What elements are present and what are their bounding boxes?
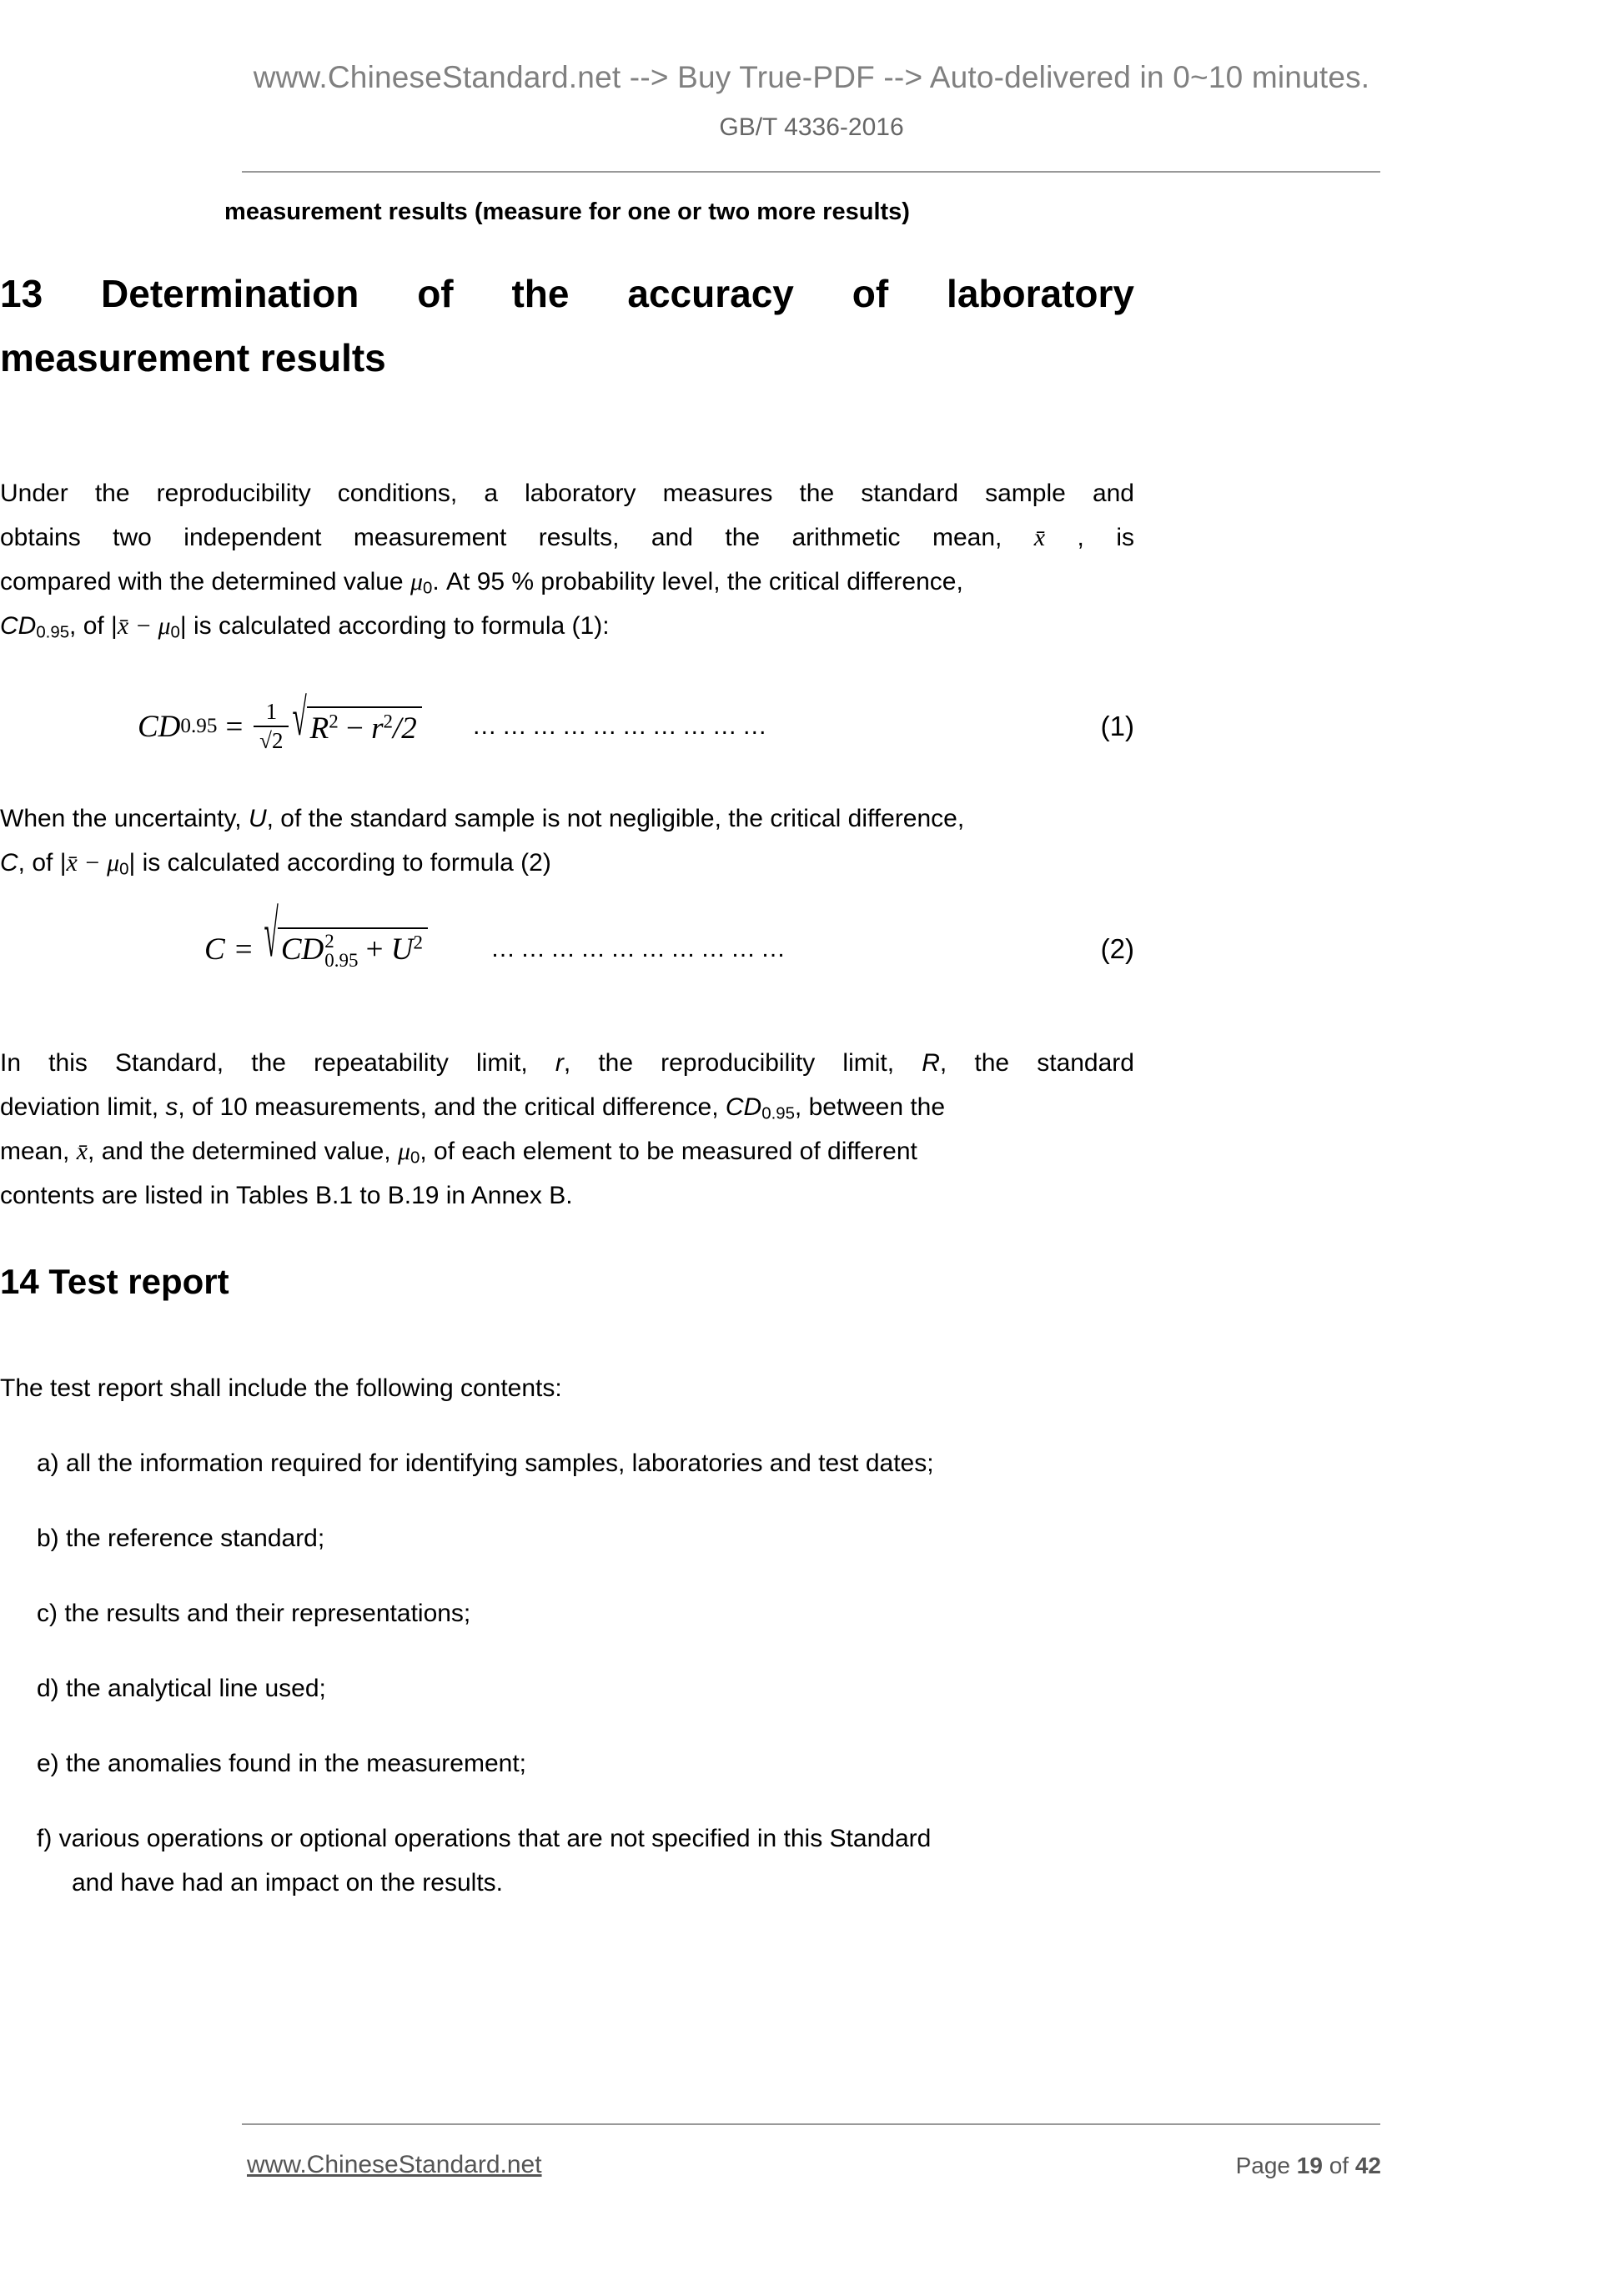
formula-2-number: (2) [1100,933,1134,965]
p3-l2-mid: , of 10 measurements, and the critical difference, [178,1093,726,1121]
c-symbol: C [0,849,18,877]
p1-l2-post: , is [1045,524,1134,551]
formula-1-numerator: 1 [265,699,278,724]
section-14-heading: 14 Test report [0,1262,229,1301]
formula-2-lhs: C [204,932,225,967]
report-item-c: c) the results and their representations; [37,1600,471,1627]
p2-l2-mid: , of | [18,849,67,877]
minus-operator-2: − [77,849,108,877]
paragraph-1-line-1: Under the reproducibility conditions, a laboratory measures the standard sample and [0,480,1134,507]
p1-l4-end: | is calculated according to formula (1): [179,612,610,640]
R-symbol: R [922,1049,940,1077]
section-13-heading-line2: measurement results [0,336,386,379]
formula-1-r-exp: 2 [383,711,393,732]
paragraph-3-line-4: contents are listed in Tables B.1 to B.19 in Annex B. [0,1182,573,1209]
mu-subscript-4: 0 [410,1148,420,1168]
formula-2-operator: + [358,932,391,967]
report-item-f [37,1816,1134,1905]
formula-1-lhs: CD [138,709,181,744]
cd-subscript: 0.95 [36,623,70,642]
formula-1-equals: = [225,709,244,744]
p3-l2-pre: deviation limit, [0,1093,166,1121]
formula-1-dot-leader: ………………………… [471,712,772,740]
formula-1-den-radical: √ [259,728,272,753]
page-number-indicator [1236,2153,1381,2179]
mu-symbol-4: μ [397,1138,411,1165]
page-middle: of [1322,2153,1355,2178]
current-page-number: 19 [1296,2153,1323,2178]
p3-l1-post: , the standard [939,1049,1134,1077]
formula-2-radicand [278,927,428,972]
report-item-a: a) all the information required for identifying samples, laboratories and test dates; [37,1449,934,1477]
standard-code-header: GB/T 4336-2016 [719,113,904,141]
mu-symbol-2: μ [158,612,171,640]
cd-symbol-2: CD [725,1093,762,1121]
footer-divider [242,2123,1380,2125]
paragraph-2-line-1 [0,796,1134,841]
formula-2-CD: CD [280,932,324,967]
formula-2-row [0,898,1134,972]
u-symbol: U [248,805,267,832]
formula-1-R-exp: 2 [329,711,339,732]
report-item-b: b) the reference standard; [37,1525,325,1552]
r-symbol: r [555,1049,564,1077]
paragraph-1-line-2 [0,515,1134,560]
p2-l2-end: | is calculated according to formula (2) [128,849,551,877]
watermark-promo-line: www.ChineseStandard.net --> Buy True-PDF --> Auto-delivered in 0~10 minutes. [253,60,1370,94]
formula-2-equals: = [234,932,253,967]
formula-1-number: (1) [1100,711,1134,741]
report-item-f-continuation: and have had an impact on the results. [72,1869,504,1897]
formula-1-R: R [309,711,329,746]
p3-l3-pre: mean, [0,1138,77,1165]
paragraph-1-line-4 [0,604,1134,655]
mu-symbol-3: μ [107,849,120,877]
formula-1-den-value: 2 [271,728,284,753]
mu-subscript-3: 0 [119,860,129,879]
formula-2-CD-scripts [324,932,358,971]
report-item-f-label: f) various operations or optional operations that are not specified in this Standard [37,1825,932,1852]
p3-l3-mid: , and the determined value, [88,1138,398,1165]
p3-l1-mid: , the reproducibility limit, [563,1049,922,1077]
formula-1-radicand [307,706,422,746]
section-13-heading-line1: 13 Determination of the accuracy of laboratory [0,272,1134,315]
formula-1-fraction [254,701,289,752]
report-item-e: e) the anomalies found in the measurement; [37,1750,527,1777]
formula-2-CD-sub: 0.95 [324,950,359,972]
s-symbol: s [165,1093,178,1121]
footer-site-link[interactable]: www.ChineseStandard.net [247,2151,542,2178]
formula-2-dot-leader: ………………………… [490,935,791,963]
formula-1-r: r [371,711,384,746]
x-bar-symbol-4: x̄ [76,1138,88,1165]
formula-2-expression [204,898,428,972]
p1-l4-mid: , of | [69,612,118,640]
mu-subscript-2: 0 [170,623,180,642]
p3-l1-pre: In this Standard, the repeatability limit, [0,1049,555,1077]
formula-2-sqrt [263,898,428,972]
minus-operator: − [128,612,158,640]
formula-1-denominator [259,727,283,752]
formula-1-operator: − [338,711,372,746]
formula-1-lhs-subscript: 0.95 [180,715,218,737]
x-bar-symbol-3: x̄ [66,849,78,877]
total-page-number: 42 [1354,2153,1381,2178]
p1-l3-post: . At 95 % probability level, the critical difference, [432,568,963,595]
x-bar-symbol: x̄ [1033,524,1046,551]
carry-over-heading: measurement results (measure for one or two more results) [224,198,910,225]
x-bar-symbol-2: x̄ [117,612,129,640]
formula-2-U-exp: 2 [413,932,423,953]
formula-2-U: U [390,932,414,967]
cd-symbol: CD [0,612,37,640]
mu-symbol: μ [410,568,424,595]
radical-sign-icon-2: √ [264,898,279,972]
p3-l3-post: , of each element to be measured of different [420,1138,917,1165]
formula-1-sqrt [291,689,421,748]
paragraph-4: The test report shall include the following contents: [0,1374,562,1402]
formula-1-tail: /2 [392,711,417,746]
cd-subscript-2: 0.95 [761,1104,795,1123]
p2-l1-post: , of the standard sample is not negligible, the critical difference, [266,805,965,832]
paragraph-3-line-1 [0,1041,1134,1085]
p3-l2-post: , between the [794,1093,946,1121]
report-item-d: d) the analytical line used; [37,1675,326,1702]
page-prefix: Page [1235,2153,1297,2178]
formula-1-row [0,689,1134,753]
mu-subscript: 0 [423,579,433,598]
radical-sign-icon: √ [292,689,308,748]
p1-l3-pre: compared with the determined value [0,568,410,595]
paragraph-2-line-2 [0,841,1134,892]
formula-1-expression [138,689,422,753]
p1-l2-pre: obtains two independent measurement results, and the arithmetic mean, [0,524,1034,551]
p2-l1-pre: When the uncertainty, [0,805,249,832]
header-divider [242,171,1380,173]
formula-2-CD-exp: 2 [324,930,334,952]
